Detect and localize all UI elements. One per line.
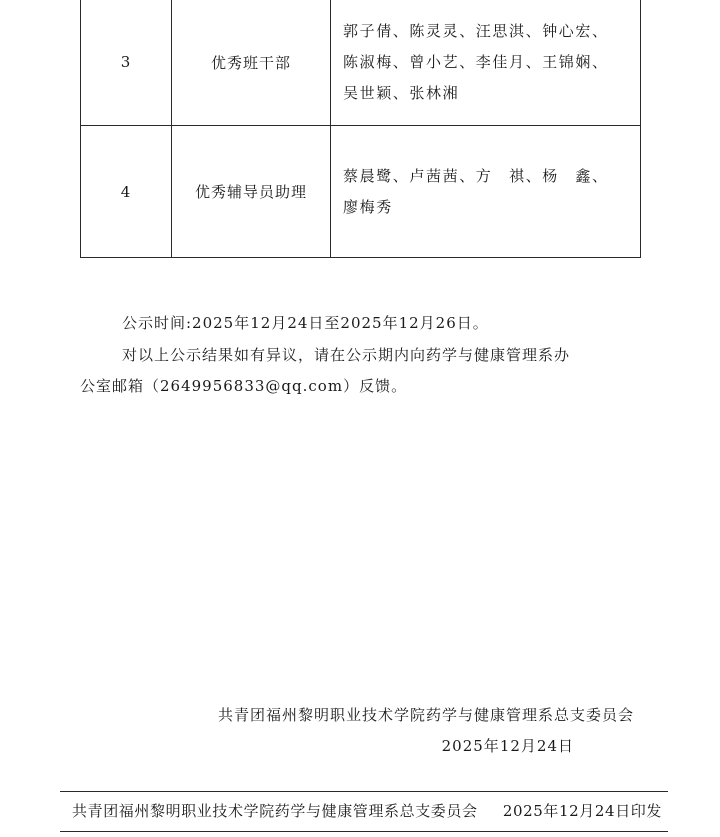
footer-line xyxy=(72,800,662,821)
notice-time xyxy=(80,308,640,339)
signature-date: 2025年12月24日 xyxy=(441,737,574,755)
table-row xyxy=(81,126,641,258)
signature-block xyxy=(218,700,634,762)
name-line: 吴世颖、张林湘 xyxy=(343,83,460,102)
signature-org: 共青团福州黎明职业技术学院药学与健康管理系总支委员会 xyxy=(217,706,634,724)
footer-divider-bottom xyxy=(60,831,668,832)
notice-body-line: 公室邮箱（2649956833@qq.com）反馈。 xyxy=(80,377,408,395)
notice-body xyxy=(80,340,640,402)
award-title: 优秀班干部 xyxy=(172,0,331,126)
name-line: 郭子倩、陈灵灵、汪思淇、钟心宏、 xyxy=(343,21,609,40)
footer-divider-top xyxy=(60,791,668,792)
award-names xyxy=(331,126,641,258)
notice-body-line: 对以上公示结果如有异议，请在公示期内向药学与健康管理系办 xyxy=(122,346,571,364)
notice-time-text: 公示时间:2025年12月24日至2025年12月26日。 xyxy=(122,314,489,332)
award-title: 优秀辅导员助理 xyxy=(172,126,331,258)
name-line: 廖梅秀 xyxy=(343,197,393,216)
award-names xyxy=(331,0,641,126)
footer-printed-date: 2025年12月24日印发 xyxy=(502,802,662,820)
award-table xyxy=(80,0,641,258)
table-row xyxy=(81,0,641,126)
row-number: 3 xyxy=(81,0,172,126)
name-line: 蔡晨鹭、卢茜茜、方 祺、杨 鑫、 xyxy=(343,166,609,185)
footer-org: 共青团福州黎明职业技术学院药学与健康管理系总支委员会 xyxy=(72,802,478,820)
row-number: 4 xyxy=(81,126,172,258)
name-line: 陈淑梅、曾小艺、李佳月、王锦娴、 xyxy=(343,52,609,71)
